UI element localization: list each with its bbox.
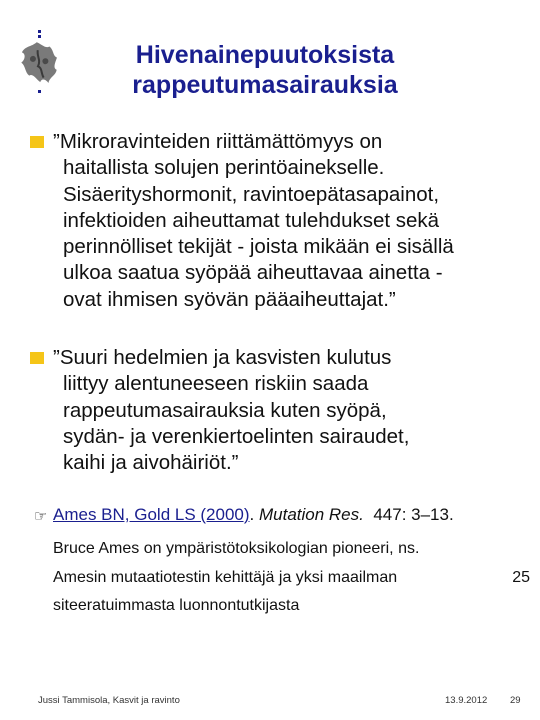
university-seal-icon bbox=[16, 28, 64, 98]
bullet-1-line-1: ”Mikroravinteiden riittämättömyys on bbox=[53, 130, 383, 153]
bullet-1-line-3: Sisäerityshormonit, ravintoepätasapainot, bbox=[63, 182, 440, 206]
reference-citation: 447: 3–13. bbox=[373, 505, 454, 524]
bullet-item-1 bbox=[30, 129, 520, 313]
bullet-square-icon bbox=[30, 352, 44, 364]
bullet-square-icon bbox=[30, 136, 44, 148]
bullet-item-2 bbox=[30, 345, 520, 476]
bullet-2-line-2: liittyy alentuneeseen riskiin saada bbox=[63, 372, 369, 396]
bullet-1-line-2: haitallista solujen perintöainekselle. bbox=[63, 156, 385, 180]
description-line-2-number: 25 bbox=[512, 568, 530, 586]
reference-link[interactable]: Ames BN, Gold LS (2000) bbox=[53, 505, 250, 524]
reference bbox=[34, 504, 534, 526]
bullet-2-line-1: ”Suuri hedelmien ja kasvisten kulutus bbox=[53, 346, 392, 369]
bullet-2-line-3: rappeutumasairauksia kuten syöpä, bbox=[63, 398, 387, 422]
bullet-2-line-4: sydän- ja verenkiertoelinten sairaudet, bbox=[63, 424, 410, 448]
author-description bbox=[53, 535, 538, 621]
pointing-hand-icon: ☞ bbox=[34, 508, 48, 525]
reference-journal: Mutation Res. bbox=[258, 505, 364, 524]
footer-date: 13.9.2012 bbox=[445, 695, 488, 706]
bullet-1-line-5: perinnölliset tekijät - joista mikään ei sisällä bbox=[63, 235, 454, 259]
slide-title-line-2: rappeutumasairauksia bbox=[132, 71, 398, 99]
bullet-1-line-4: infektioiden aiheuttamat tulehdukset sekä bbox=[63, 208, 440, 232]
bullet-2-line-5: kaihi ja aivohäiriöt.” bbox=[63, 451, 239, 475]
footer-author: Jussi Tammisola, Kasvit ja ravinto bbox=[38, 695, 180, 706]
bullet-1-line-6: ulkoa saatua syöpää aiheuttavaa ainetta - bbox=[63, 261, 443, 285]
description-line-2: Amesin mutaatiotestin kehittäjä ja yksi maailman bbox=[53, 568, 398, 586]
description-line-1: Bruce Ames on ympäristötoksikologian pioneeri, ns. bbox=[53, 540, 420, 557]
reference-separator: . bbox=[249, 505, 259, 524]
footer-page-number: 29 bbox=[510, 695, 521, 706]
bullet-1-line-7: ovat ihmisen syövän pääaiheuttajat.” bbox=[63, 287, 396, 311]
slide-title bbox=[100, 40, 430, 100]
description-line-3: siteeratuimmasta luonnontutkijasta bbox=[53, 597, 300, 614]
slide-title-line-1: Hivenainepuutoksista bbox=[135, 41, 395, 69]
